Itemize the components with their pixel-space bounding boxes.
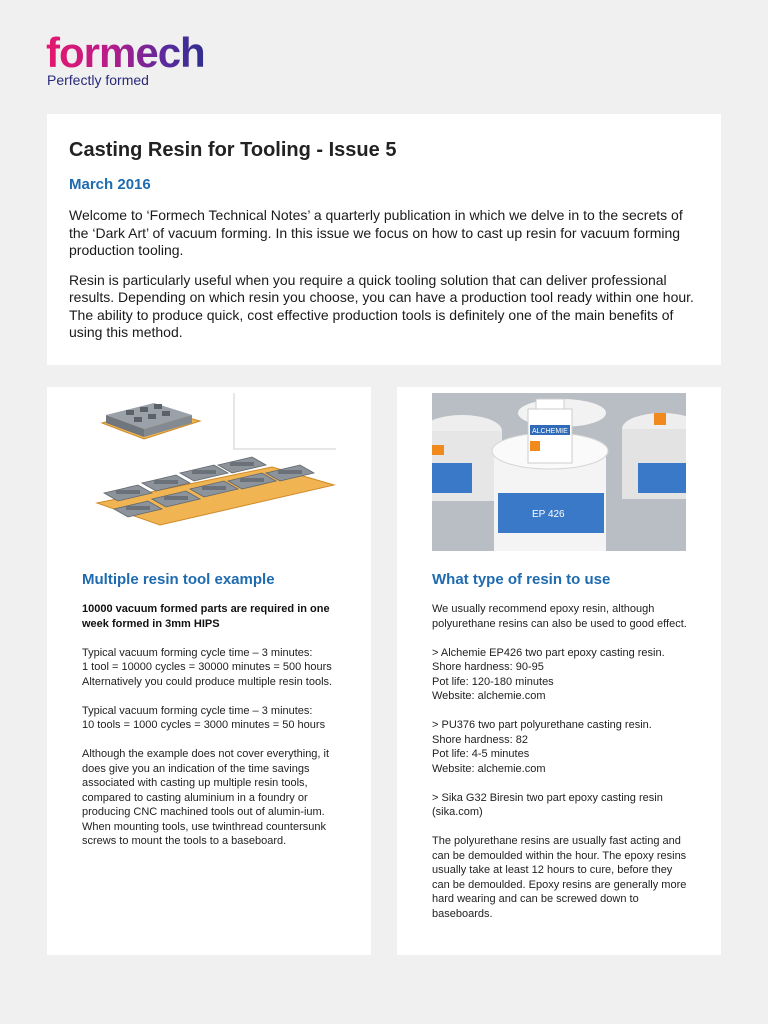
- bucket-product-label: EP 426: [532, 509, 565, 520]
- right-column-text: We usually recommend epoxy resin, although polyurethane resins can also be used to good effect.: [432, 603, 687, 630]
- left-column-text: Typical vacuum forming cycle time – 3 minutes: 10 tools = 1000 cycles = 3000 minutes = 50 hours: [82, 704, 326, 731]
- left-column-heading: Multiple resin tool example: [82, 571, 275, 588]
- right-column-text: > PU376 two part polyurethane casting resin. Shore hardness: 82 Pot life: 4-5 minutes Website: alchemie.com: [432, 719, 652, 775]
- resin-buckets-image: [432, 393, 686, 551]
- right-column-heading: What type of resin to use: [432, 571, 611, 588]
- formech-logo[interactable]: [46, 29, 205, 88]
- left-column-text: Although the example does not cover everything, it does give you an indication of the time savings associated with casting up multiple resin tools, compared to casting aluminium in a foundry or producing CNC machined tools out of alumin-ium. When mounting tools, use twinthread countersunk screws to mount the tools to a baseboard.: [82, 748, 330, 847]
- right-column-text: The polyurethane resins are usually fast acting and can be demoulded within the hour. The epoxy resins usually take at least 12 hours to cure, before they can be demoulded. Epoxy resins are generally more hard wearing and can be screwed down to baseboards.: [432, 835, 687, 920]
- intro-paragraph: Resin is particularly useful when you require a quick tooling solution that can deliver professional results. Depending on which resin you choose, you can have a production tool ready within one hour. The ability to produce quick, cost effective production tools is definitely one of the main benefits of using this method.: [69, 271, 694, 340]
- right-column-text: > Sika G32 Biresin two part epoxy casting resin (sika.com): [432, 791, 663, 818]
- issue-date: March 2016: [69, 176, 151, 193]
- right-column-text: > Alchemie EP426 two part epoxy casting resin. Shore hardness: 90-95 Pot life: 120-180 minutes Website: alchemie.com: [432, 646, 665, 702]
- intro-card: [47, 114, 721, 365]
- logo-tagline: Perfectly formed: [47, 72, 149, 88]
- resin-tools-image: [82, 393, 336, 551]
- page-title: Casting Resin for Tooling - Issue 5: [69, 139, 397, 161]
- resin-tool-example-card: [47, 387, 371, 955]
- left-column-text: Typical vacuum forming cycle time – 3 minutes: 1 tool = 10000 cycles = 30000 minutes = 500 hours Alternatively you could produce multiple resin tools.: [82, 646, 333, 688]
- intro-paragraph: Welcome to ‘Formech Technical Notes’ a quarterly publication in which we delve in to the secrets of the ‘Dark Art’ of vacuum forming. In this issue we focus on how to cast up resin for vacuum forming production tooling.: [69, 207, 683, 258]
- logo-wordmark: formech: [46, 29, 205, 76]
- bottle-brand-label: ALCHEMIE: [532, 428, 568, 435]
- resin-type-card: [397, 387, 721, 955]
- left-column-lead: 10000 vacuum formed parts are required in one week formed in 3mm HIPS: [82, 603, 330, 630]
